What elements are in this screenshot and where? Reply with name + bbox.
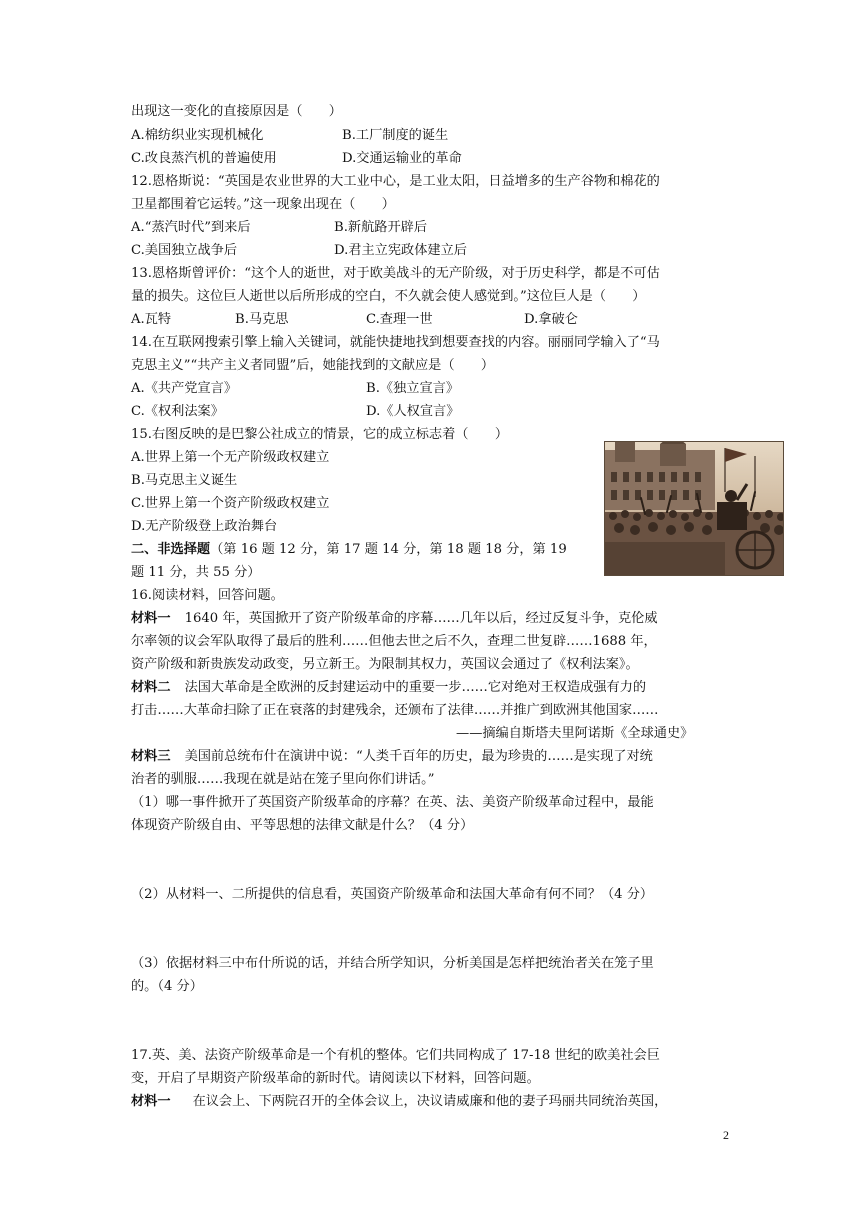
material-2-line-2: 打击……大革命扫除了正在衰落的封建残余，还颁布了法律……并推广到欧洲其他国家…… — [131, 703, 659, 718]
q14-option-b: B.《独立宣言》 — [366, 381, 460, 396]
section-2-heading — [131, 541, 567, 559]
material-1-line-1 — [131, 610, 658, 628]
q12-option-c: C.美国独立战争后 — [131, 243, 238, 258]
q14-option-d: D.《人权宣言》 — [366, 404, 460, 419]
paris-commune-engraving — [604, 441, 784, 576]
material-3-line-2: 治者的驯服……我现在就是站在笼子里向你们讲话。” — [131, 772, 435, 787]
q17-material-1-text: 在议会上、下两院召开的全体会议上，决议请威廉和他的妻子玛丽共同统治英国， — [192, 1094, 668, 1109]
page-number: 2 — [723, 1128, 729, 1142]
question-17-stem-cont: 变，开启了早期资产阶级革命的新时代。请阅读以下材料，回答问题。 — [131, 1071, 540, 1086]
material-3-text: 美国前总统布什在演讲中说：“人类千百年的历史，最为珍贵的……是实现了对统 — [184, 749, 653, 764]
material-1-line-3: 资产阶级和新贵族发动政变，另立新王。为限制其权力，英国议会通过了《权利法案》。 — [131, 657, 639, 672]
q11-option-c: C.改良蒸汽机的普遍使用 — [131, 151, 277, 166]
material-3-line-1 — [131, 748, 653, 766]
material-2-source: ——摘编自斯塔夫里阿诺斯《全球通史》 — [456, 726, 694, 741]
question-14-stem: 14.在互联网搜索引擎上输入关键词，就能快捷地找到想要查找的内容。丽丽同学输入了“马 — [131, 335, 660, 350]
question-16-heading: 16.阅读材料，回答问题。 — [131, 588, 284, 603]
q12-option-d: D.君主立宪政体建立后 — [334, 243, 467, 258]
q16-sub-3: （3）依据材料三中布什所说的话，并结合所学知识，分析美国是怎样把统治者关在笼子里 — [131, 956, 654, 971]
section-2-score-note-cont: 题 11 分，共 55 分） — [131, 565, 261, 580]
section-2-score-note: （第 16 题 12 分，第 17 题 14 分，第 18 题 18 分，第 19 — [210, 542, 567, 557]
q13-option-c: C.查理一世 — [366, 312, 433, 327]
q17-material-1-label: 材料一 — [131, 1094, 171, 1109]
material-3-label: 材料三 — [131, 749, 171, 764]
q16-sub-3-cont: 的。（4 分） — [131, 979, 203, 994]
q15-option-a: A.世界上第一个无产阶级政权建立 — [131, 450, 330, 465]
q15-option-c: C.世界上第一个资产阶级政权建立 — [131, 496, 330, 511]
q15-option-b: B.马克思主义诞生 — [131, 473, 238, 488]
q11-option-a: A.棉纺织业实现机械化 — [131, 128, 264, 143]
question-13-stem: 13.恩格斯曾评价：“这个人的逝世，对于欧美战斗的无产阶级，对于历史科学，都是不可估 — [131, 266, 660, 281]
material-1-line-2: 尔率领的议会军队取得了最后的胜利……但他去世之后不久，查理二世复辟……1688 年， — [131, 634, 657, 649]
q13-option-d: D.拿破仑 — [524, 312, 578, 327]
q16-sub-1: （1）哪一事件掀开了英国资产阶级革命的序幕？在英、法、美资产阶级革命过程中，最能 — [131, 795, 654, 810]
q12-option-a: A.“蒸汽时代”到来后 — [131, 220, 251, 235]
material-2-line-1 — [131, 679, 646, 697]
q13-option-a: A.瓦特 — [131, 312, 172, 327]
question-11-stem-tail: 出现这一变化的直接原因是（ ） — [131, 104, 342, 119]
question-12-stem-cont: 卫星都围着它运转。”这一现象出现在（ ） — [131, 197, 395, 212]
q13-option-b: B.马克思 — [235, 312, 289, 327]
q14-option-c: C.《权利法案》 — [131, 404, 224, 419]
material-2-label: 材料二 — [131, 680, 171, 695]
q11-option-d: D.交通运输业的革命 — [342, 151, 462, 166]
q16-sub-1-cont: 体现资产阶级自由、平等思想的法律文献是什么？（4 分） — [131, 818, 474, 833]
q11-option-b: B.工厂制度的诞生 — [342, 128, 449, 143]
question-12-stem: 12.恩格斯说：“英国是农业世界的大工业中心，是工业太阳，日益增多的生产谷物和棉花的 — [131, 174, 660, 189]
material-2-text: 法国大革命是全欧洲的反封建运动中的重要一步……它对绝对王权造成强有力的 — [184, 680, 647, 695]
material-1-text: 1640 年，英国掀开了资产阶级革命的序幕……几年以后，经过反复斗争，克伦威 — [184, 611, 658, 626]
q15-option-d: D.无产阶级登上政治舞台 — [131, 519, 278, 534]
q12-option-b: B.新航路开辟后 — [334, 220, 428, 235]
material-1-label: 材料一 — [131, 611, 171, 626]
question-15-stem: 15.右图反映的是巴黎公社成立的情景，它的成立标志着（ ） — [131, 427, 509, 442]
q16-sub-2: （2）从材料一、二所提供的信息看，英国资产阶级革命和法国大革命有何不同？（4 分） — [131, 887, 654, 902]
section-2-title: 二、非选择题 — [131, 542, 211, 557]
q17-material-1 — [131, 1093, 667, 1111]
q14-option-a: A.《共产党宣言》 — [131, 381, 238, 396]
question-17-stem: 17.英、美、法资产阶级革命是一个有机的整体。它们共同构成了 17-18 世纪的欧美社会巨 — [131, 1048, 660, 1063]
question-13-stem-cont: 量的损失。这位巨人逝世以后所形成的空白，不久就会使人感觉到。”这位巨人是（ ） — [131, 289, 646, 304]
question-14-stem-cont: 克思主义”“共产主义者同盟”后，她能找到的文献应是（ ） — [131, 358, 495, 373]
